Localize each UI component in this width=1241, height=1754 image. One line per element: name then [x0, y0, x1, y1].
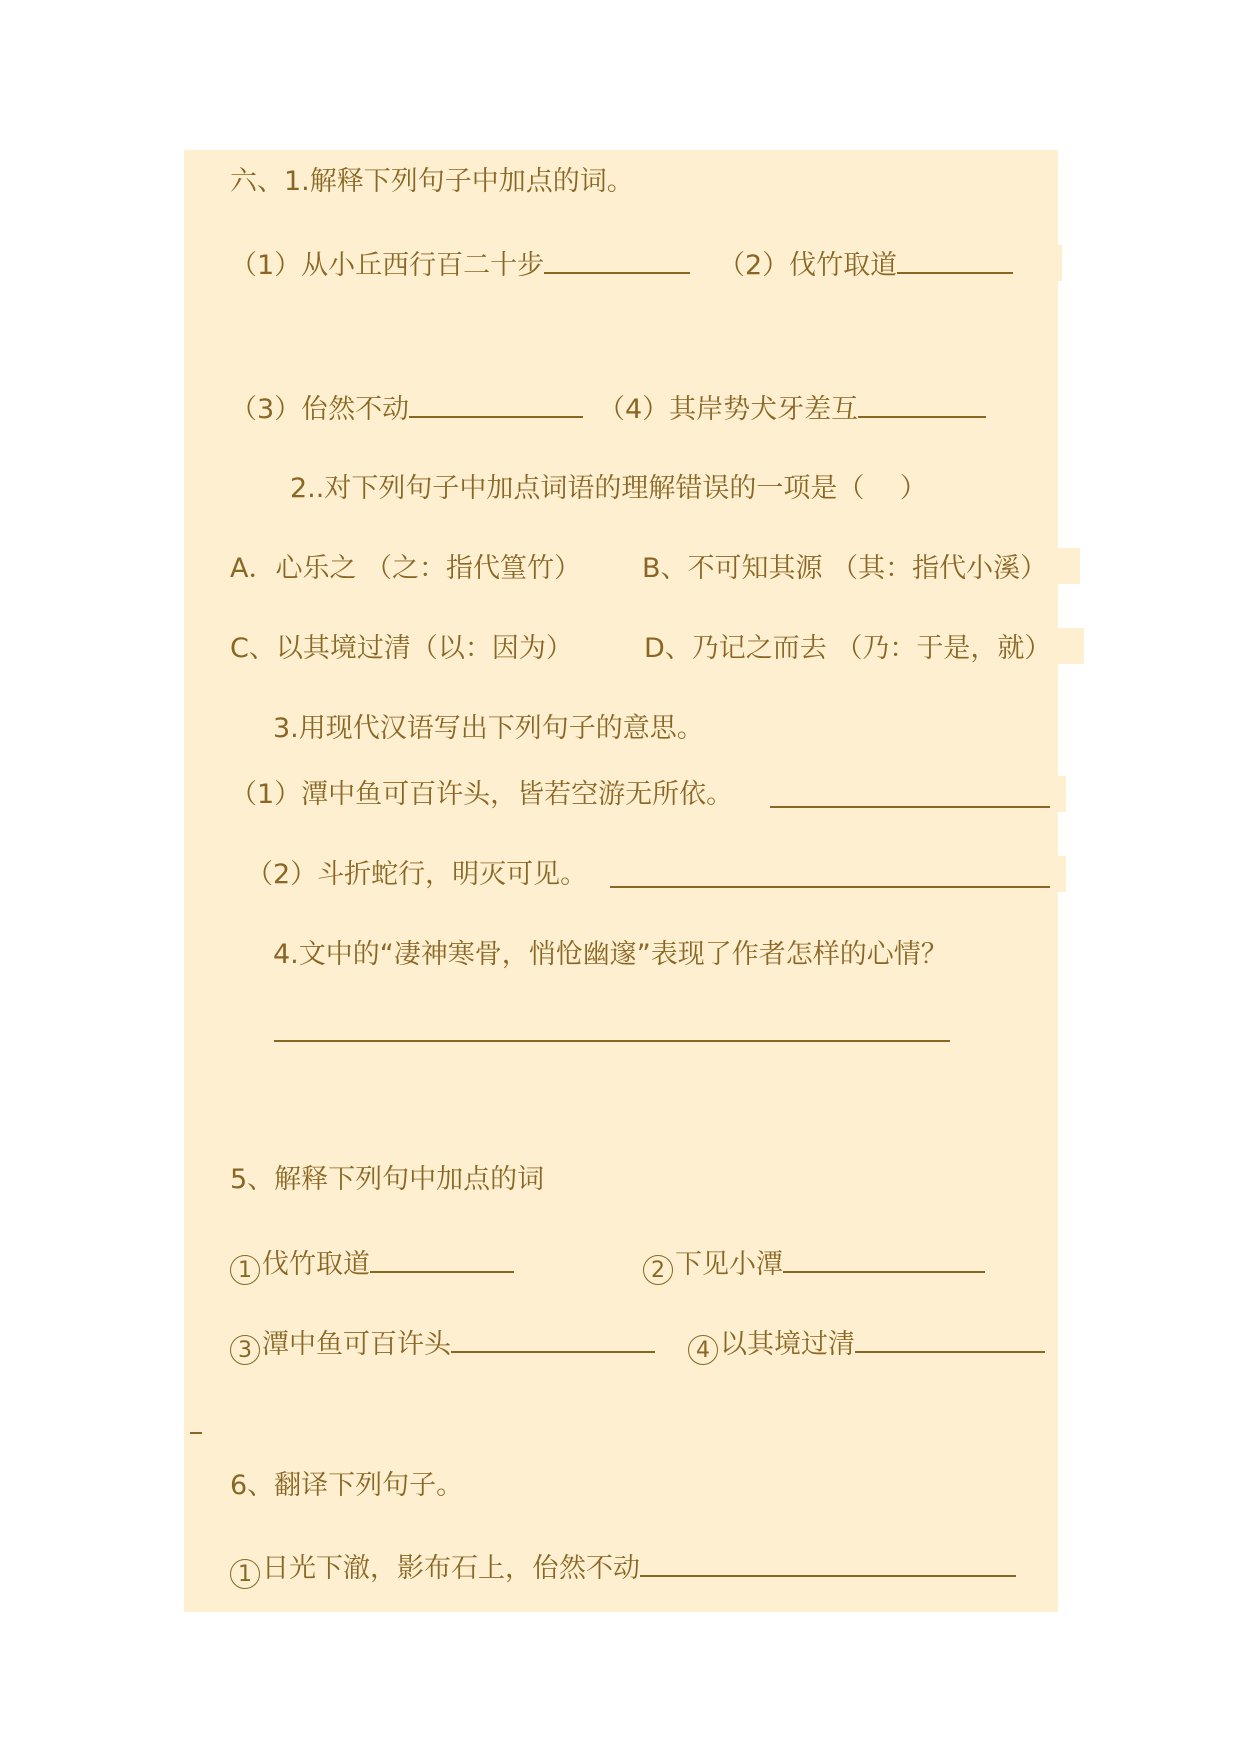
answer-blank[interactable] [409, 390, 583, 418]
q4-prompt: 4.文中的“凄神寒骨，悄怆幽邃”表现了作者怎样的心情？ [273, 939, 948, 970]
stray-underline [190, 1432, 202, 1434]
q2-option-b: B、不可知其源 （其：指代小溪） [642, 553, 1048, 584]
q1-item-4 [598, 390, 986, 427]
panel-edge [1050, 245, 1062, 281]
q3-item-1: （1）潭中鱼可百许头，皆若空游无所依。 [230, 779, 734, 810]
q1-item-3-text: （3）佁然不动 [230, 394, 410, 425]
answer-blank[interactable] [770, 806, 1050, 808]
answer-blank[interactable] [451, 1325, 655, 1353]
panel-edge [1050, 710, 1056, 746]
answer-blank[interactable] [610, 886, 1050, 888]
q6-item-1-text: 日光下澈，影布石上，佁然不动 [262, 1553, 640, 1584]
panel-edge [1050, 628, 1084, 664]
q1-item-2-text: （2）伐竹取道 [718, 250, 898, 281]
circled-number: 4 [688, 1335, 718, 1365]
circled-number: 2 [643, 1255, 673, 1285]
answer-blank[interactable] [274, 1040, 950, 1042]
q2-option-d: D、乃记之而去 （乃：于是，就） [644, 633, 1052, 664]
q1-item-4-text: （4）其岸势犬牙差互 [598, 394, 859, 425]
q5-item-4-text: 以其境过清 [720, 1329, 855, 1360]
answer-blank[interactable] [897, 246, 1013, 274]
q2-prompt: 2..对下列句子中加点词语的理解错误的一项是（ ） [290, 473, 927, 504]
answer-blank[interactable] [544, 246, 690, 274]
panel-edge [1050, 548, 1080, 584]
q6-item-1 [230, 1549, 1016, 1589]
q5-item-3-text: 潭中鱼可百许头 [262, 1329, 451, 1360]
circled-number: 1 [230, 1255, 260, 1285]
circled-number: 1 [230, 1559, 260, 1589]
answer-blank[interactable] [858, 390, 986, 418]
q5-item-2 [643, 1245, 985, 1285]
circled-number: 3 [230, 1335, 260, 1365]
q2-option-c: C、以其境过清（以：因为） [230, 633, 573, 664]
q6-prompt: 6、翻译下列句子。 [230, 1470, 464, 1501]
q1-item-2 [718, 246, 1013, 283]
q5-prompt: 5、解释下列句中加点的词 [230, 1164, 545, 1195]
panel-edge [1050, 776, 1066, 812]
q5-item-2-text: 下见小潭 [675, 1249, 783, 1280]
q3-item-2: （2）斗折蛇行，明灭可见。 [246, 859, 588, 890]
q3-prompt: 3.用现代汉语写出下列句子的意思。 [273, 713, 704, 744]
answer-blank[interactable] [783, 1245, 985, 1273]
q5-item-1-text: 伐竹取道 [262, 1249, 370, 1280]
section-title: 六、1.解释下列句子中加点的词。 [230, 166, 634, 197]
q1-item-3 [230, 390, 583, 427]
q1-item-1 [230, 246, 690, 283]
q5-item-3 [230, 1325, 655, 1365]
q2-option-a: A．心乐之 （之：指代篁竹） [230, 553, 582, 584]
panel-edge [1050, 856, 1066, 892]
q5-item-1 [230, 1245, 514, 1285]
q5-item-4 [688, 1325, 1045, 1365]
answer-blank[interactable] [640, 1549, 1016, 1577]
answer-blank[interactable] [370, 1245, 514, 1273]
answer-blank[interactable] [855, 1325, 1045, 1353]
q1-item-1-text: （1）从小丘西行百二十步 [230, 250, 545, 281]
